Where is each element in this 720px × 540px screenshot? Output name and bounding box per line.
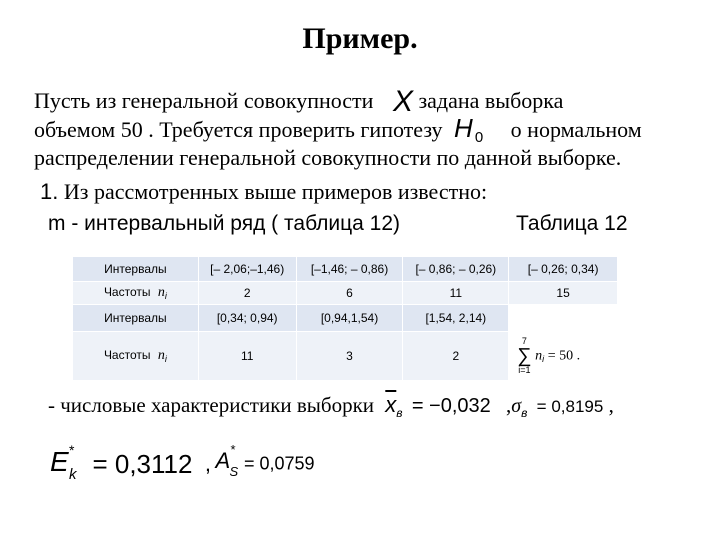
A-symbol: A [215,448,231,473]
sum-value: = 50 . [547,348,581,364]
freq-label-text: Частоты [103,348,151,362]
text-line2a: объемом 50 . Требуется проверить гипотезу [34,117,443,142]
x-bar-sub: в [396,406,403,420]
frequency-table [72,256,618,381]
table-row [73,305,618,332]
A-sub: S [229,464,239,479]
table-row [73,257,618,282]
n-symbol: n [157,348,165,363]
text-line1b: задана выборка [418,88,564,113]
freq-cell: 11 [403,282,509,305]
x-bar-value: = −0,032 [411,395,491,417]
E-sub: k [69,466,77,483]
sum-n-sub: i [542,354,545,365]
numeric-characteristics [48,392,614,418]
freq-cell: 15 [509,282,618,305]
table-caption: Таблица 12 [516,212,628,235]
comma-1: , [506,393,512,417]
sum-cell [509,332,618,381]
asymmetry-symbol [215,442,240,482]
interval-cell: [1,54, 2,14) [403,305,509,332]
excess-symbol [50,442,80,483]
item-1 [40,179,487,205]
freq-label-text: Частоты [103,285,151,299]
A-value: = 0,0759 [243,453,315,474]
freq-cell: 2 [198,282,296,305]
symbol-H-sub: 0 [474,129,484,146]
table-row [73,332,618,381]
sigma-value: = 0,8195 [536,397,604,416]
paragraph-line-1 [34,82,563,116]
sum-operator [517,337,531,375]
row-label-freq [73,332,199,381]
freq-cell: 11 [198,332,296,381]
table-row [73,282,618,305]
freq-cell: 6 [296,282,403,305]
freq-cell: 3 [296,332,403,381]
sum-bottom: i=1 [518,365,531,375]
symbol-X: X [392,85,413,118]
interval-cell: [– 0,86; – 0,26) [403,257,509,282]
E-value: = 0,3112 [92,448,193,479]
interval-cell: [– 0,26; 0,34) [509,257,618,282]
n-symbol-sub: i [164,354,167,364]
numeric-label: - числовые характеристики выборки [48,393,375,417]
series-line: m - интервальный ряд ( таблица 12) [48,212,401,235]
comma-2: , [608,393,614,417]
n-symbol: n [157,285,165,300]
E-symbol: E [50,446,69,477]
text-line1a: Пусть из генеральной совокупности [34,88,374,113]
n-symbol-sub: i [164,291,167,301]
paragraph-line-2 [34,113,642,144]
A-sup: * [230,442,236,457]
excess-asymmetry-line [50,442,315,483]
excess-comma: , [204,451,212,476]
sigma-icon: ∑ [517,345,532,367]
sum-top: 7 [521,336,527,346]
item-1-number: 1. [40,179,59,204]
row-label-intervals: Интервалы [73,305,199,332]
interval-cell: [–1,46; – 0,86) [296,257,403,282]
x-bar-symbol: $\overline{x}$ [385,392,397,417]
freq-cell: 2 [403,332,509,381]
page-title: Пример. [302,22,418,55]
interval-cell: [0,34; 0,94) [198,305,296,332]
sigma-sub: в [521,406,528,420]
symbol-H: H [454,113,473,143]
text-line2b: о нормальном [510,117,642,142]
row-label-intervals: Интервалы [73,257,199,282]
interval-cell: [0,94,1,54) [296,305,403,332]
E-sup: * [69,442,75,458]
item-1-text: Из рассмотренных выше примеров известно: [63,179,488,204]
row-label-freq [73,282,199,305]
interval-cell: [– 2,06;–1,46) [198,257,296,282]
empty-cell [509,305,618,332]
sigma-symbol: σ [511,395,522,417]
sum-n: n [535,348,543,364]
paragraph-line-3: распределении генеральной совокупности по данной выборке. [34,145,622,170]
